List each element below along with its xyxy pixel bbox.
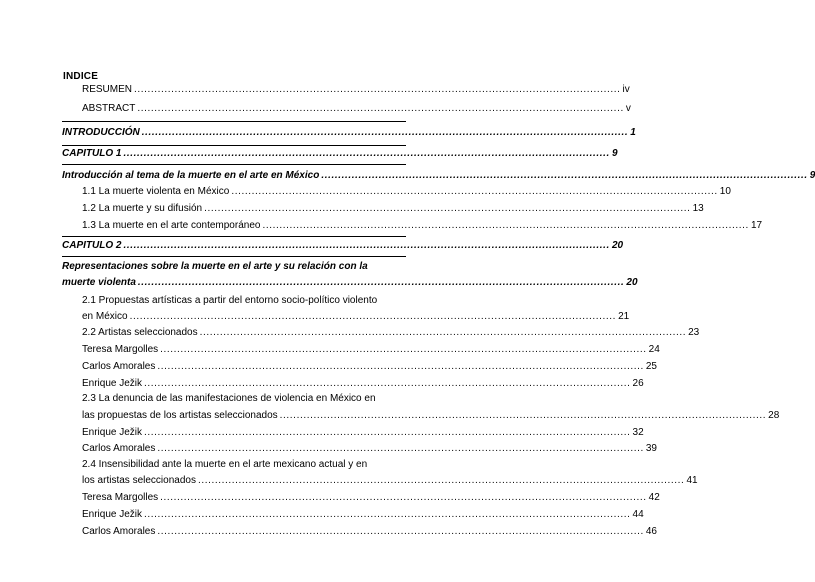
toc-entry-page: 42: [648, 492, 660, 503]
toc-entry-label: CAPITULO 2: [62, 240, 122, 251]
toc-entry-page: 41: [686, 475, 698, 486]
toc-entry-label: CAPITULO 1: [62, 148, 122, 159]
toc-entry-label: muerte violenta: [62, 277, 136, 288]
toc-entry-label: 1.3 La muerte en el arte contemporáneo: [82, 220, 261, 231]
toc-entry-label: en México: [82, 311, 128, 322]
toc-entry-2-3-line1: 2.3 La denuncia de las manifestaciones de violencia en México en: [82, 393, 376, 404]
toc-entry-capitulo-1: CAPITULO 1 ................................................................................................................................................ 9: [62, 148, 618, 159]
toc-entry-chapter-2-title-line1: Representaciones sobre la muerte en el arte y su relación con la: [62, 261, 368, 272]
toc-entry-label: Carlos Amorales: [82, 526, 156, 537]
toc-entry-page: 39: [645, 443, 657, 454]
toc-title: INDICE: [63, 71, 99, 82]
toc-entry-label: Enrique Ježik: [82, 378, 143, 389]
toc-entry-page: 9: [611, 148, 618, 159]
toc-entry-label: INTRODUCCIÓN: [62, 127, 140, 138]
toc-entry-label: los artistas seleccionados: [82, 475, 196, 486]
toc-entry-page: iv: [622, 84, 630, 95]
toc-entry-label: Introducción al tema de la muerte en el arte en México: [62, 170, 320, 181]
toc-entry-enrique-jezik: Enrique Ježik ................................................................................................................................................ 32: [82, 427, 644, 438]
toc-entry-carlos-amorales: Carlos Amorales ................................................................................................................................................ 46: [82, 526, 657, 537]
toc-entry-page: v: [625, 103, 631, 114]
toc-entry-1-3: 1.3 La muerte en el arte contemporáneo ................................................................................................................................................ 17: [82, 220, 763, 231]
toc-entry-carlos-amorales: Carlos Amorales ................................................................................................................................................ 39: [82, 443, 657, 454]
toc-entry-resumen: RESUMEN ................................................................................................................................................ iv: [82, 84, 630, 95]
toc-entry-2-3: las propuestas de los artistas seleccionados ................................................................................................................................................ 28: [82, 410, 780, 421]
toc-entry-2-4-line1: 2.4 Insensibilidad ante la muerte en el arte mexicano actual y en: [82, 459, 368, 470]
toc-entry-2-2: 2.2 Artistas seleccionados ................................................................................................................................................ 23: [82, 327, 700, 338]
toc-entry-introduccion: INTRODUCCIÓN ................................................................................................................................................ 1: [62, 127, 636, 138]
toc-entry-carlos-amorales: Carlos Amorales ................................................................................................................................................ 25: [82, 361, 657, 372]
toc-entry-label: 1.1 La muerte violenta en México: [82, 186, 230, 197]
divider: [62, 256, 406, 257]
toc-entry-page: 20: [626, 277, 638, 288]
toc-entry-2-4: los artistas seleccionados ................................................................................................................................................ 41: [82, 475, 698, 486]
toc-entry-page: 13: [692, 203, 704, 214]
toc-entry-chapter-1-title: Introducción al tema de la muerte en el arte en México ................................................................................................................................................ 9: [62, 170, 815, 181]
toc-entry-page: 28: [768, 410, 780, 421]
toc-entry-2-1-line1: 2.1 Propuestas artísticas a partir del entorno socio-político violento: [82, 295, 378, 306]
toc-entry-1-1: 1.1 La muerte violenta en México ................................................................................................................................................ 10: [82, 186, 731, 197]
toc-entry-capitulo-2: CAPITULO 2 ................................................................................................................................................ 20: [62, 240, 624, 251]
toc-entry-label: RESUMEN: [82, 84, 133, 95]
toc-entry-page: 1: [630, 127, 636, 138]
toc-entry-1-2: 1.2 La muerte y su difusión ................................................................................................................................................ 13: [82, 203, 704, 214]
toc-entry-teresa-margolles: Teresa Margolles ................................................................................................................................................ 24: [82, 344, 660, 355]
toc-entry-label: 2.2 Artistas seleccionados: [82, 327, 198, 338]
toc-entry-label: Teresa Margolles: [82, 492, 159, 503]
toc-entry-page: 10: [719, 186, 731, 197]
toc-entry-page: 44: [632, 509, 644, 520]
toc-entry-page: 23: [688, 327, 700, 338]
toc-entry-2-1: en México ................................................................................................................................................ 21: [82, 311, 630, 322]
toc-entry-label: Enrique Ježik: [82, 509, 143, 520]
divider: [62, 145, 406, 146]
toc-entry-label: Carlos Amorales: [82, 443, 156, 454]
toc-entry-label: Carlos Amorales: [82, 361, 156, 372]
toc-entry-enrique-jezik: Enrique Ježik ................................................................................................................................................ 44: [82, 509, 644, 520]
toc-entry-label: las propuestas de los artistas seleccionados: [82, 410, 278, 421]
toc-entry-enrique-jezik: Enrique Ježik ................................................................................................................................................ 26: [82, 378, 644, 389]
divider: [62, 236, 406, 237]
toc-entry-page: 24: [648, 344, 660, 355]
toc-entry-abstract: ABSTRACT ................................................................................................................................................ v: [82, 103, 631, 114]
toc-entry-page: 17: [750, 220, 763, 231]
toc-entry-chapter-2-title: muerte violenta ................................................................................................................................................ 20: [62, 277, 638, 288]
divider: [62, 121, 406, 122]
toc-entry-page: 25: [645, 361, 657, 372]
toc-entry-label: Enrique Ježik: [82, 427, 143, 438]
toc-entry-label: 1.2 La muerte y su difusión: [82, 203, 203, 214]
toc-entry-page: 26: [632, 378, 644, 389]
toc-entry-teresa-margolles: Teresa Margolles ................................................................................................................................................ 42: [82, 492, 660, 503]
toc-entry-page: 21: [618, 311, 630, 322]
toc-entry-page: 32: [632, 427, 644, 438]
toc-entry-label: ABSTRACT: [82, 103, 136, 114]
toc-entry-label: Teresa Margolles: [82, 344, 159, 355]
divider: [62, 164, 406, 165]
toc-entry-page: 46: [645, 526, 657, 537]
toc-entry-page: 9: [809, 170, 815, 181]
toc-entry-page: 20: [611, 240, 624, 251]
